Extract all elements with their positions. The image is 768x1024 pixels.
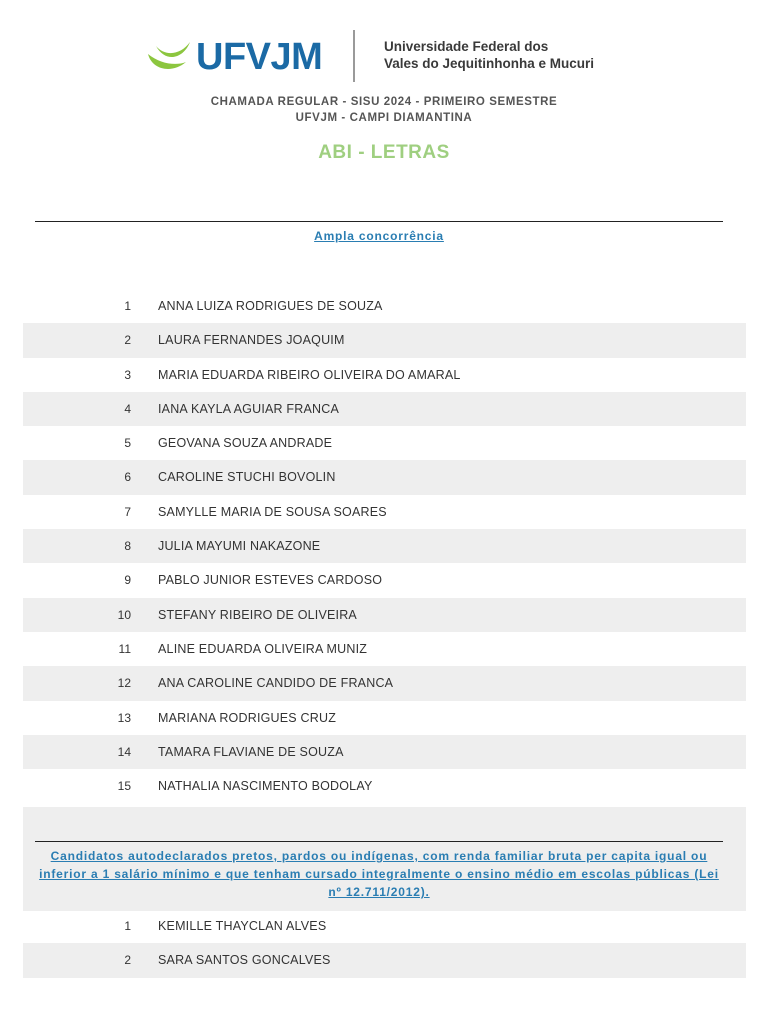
row-number: 2 — [124, 953, 131, 968]
logo-name-line2: Vales do Jequitinhonha e Mucuri — [384, 56, 595, 71]
leaf-logo-icon — [146, 40, 192, 76]
candidate-name: MARIANA RODRIGUES CRUZ — [158, 710, 337, 725]
candidate-name: ANNA LUIZA RODRIGUES DE SOUZA — [158, 299, 383, 313]
candidate-name: PABLO JUNIOR ESTEVES CARDOSO — [158, 573, 383, 588]
candidate-list-ampla — [23, 289, 746, 803]
row-number: 13 — [117, 710, 131, 725]
logo-university-name — [384, 38, 594, 72]
candidate-name: NATHALIA NASCIMENTO BODOLAY — [158, 779, 373, 794]
section-title-line: nº 12.711/2012). — [328, 885, 430, 899]
candidate-name: ALINE EDUARDA OLIVEIRA MUNIZ — [158, 641, 368, 656]
table-row — [23, 289, 746, 323]
table-row — [23, 495, 746, 529]
logo-name-line1: Universidade Federal dos — [384, 39, 549, 54]
row-number: 3 — [124, 367, 131, 382]
candidate-list-cotas — [23, 909, 746, 978]
logo-divider — [353, 30, 355, 82]
table-row — [23, 909, 746, 943]
row-number: 15 — [117, 779, 131, 794]
section-title-line: inferior a 1 salário mínimo e que tenham cursado integralmente o ensino médio em escolas públicas (Lei — [39, 867, 719, 881]
candidate-name: GEOVANA SOUZA ANDRADE — [158, 436, 333, 451]
candidate-name: KEMILLE THAYCLAN ALVES — [158, 919, 327, 933]
logo-acronym: UFVJM — [196, 36, 323, 78]
table-row — [23, 943, 746, 977]
table-row — [23, 598, 746, 632]
table-row — [23, 563, 746, 597]
table-row — [23, 392, 746, 426]
university-logo — [146, 30, 608, 84]
candidate-name: MARIA EDUARDA RIBEIRO OLIVEIRA DO AMARAL — [158, 367, 461, 382]
candidate-name: SAMYLLE MARIA DE SOUSA SOARES — [158, 504, 387, 519]
row-number: 4 — [124, 401, 131, 416]
row-number: 2 — [124, 333, 131, 348]
table-row — [23, 529, 746, 563]
section-divider — [35, 841, 723, 842]
table-row — [23, 426, 746, 460]
table-row — [23, 632, 746, 666]
table-row — [23, 358, 746, 392]
section-title-ampla[interactable]: Ampla concorrência — [314, 229, 444, 243]
candidate-name: JULIA MAYUMI NAKAZONE — [158, 539, 321, 554]
table-row — [23, 769, 746, 803]
section-title-line: Candidatos autodeclarados pretos, pardos ou indígenas, com renda familiar bruta per capita igual ou — [50, 849, 708, 863]
row-number: 12 — [117, 676, 131, 691]
campus-title: UFVJM - CAMPI DIAMANTINA — [295, 112, 473, 124]
row-number: 14 — [117, 744, 131, 759]
row-number: 1 — [124, 299, 131, 313]
candidate-name: STEFANY RIBEIRO DE OLIVEIRA — [158, 607, 357, 622]
row-number: 6 — [124, 470, 131, 485]
row-number: 11 — [118, 641, 131, 656]
candidate-name: IANA KAYLA AGUIAR FRANCA — [158, 401, 340, 416]
row-number: 1 — [124, 919, 131, 933]
row-number: 5 — [124, 436, 131, 451]
candidate-name: CAROLINE STUCHI BOVOLIN — [158, 470, 336, 485]
candidate-name: ANA CAROLINE CANDIDO DE FRANCA — [158, 676, 394, 691]
row-number: 9 — [124, 573, 131, 588]
call-title: CHAMADA REGULAR - SISU 2024 - PRIMEIRO SEMESTRE — [210, 96, 558, 108]
section-title-cotas[interactable] — [35, 847, 723, 901]
row-number: 7 — [124, 504, 131, 519]
course-title: ABI - LETRAS — [318, 142, 450, 163]
table-row — [23, 666, 746, 700]
row-number: 8 — [124, 539, 131, 554]
candidate-name: SARA SANTOS GONCALVES — [158, 953, 331, 968]
row-number: 10 — [117, 607, 131, 622]
candidate-name: TAMARA FLAVIANE DE SOUZA — [158, 744, 344, 759]
table-row — [23, 460, 746, 494]
table-row — [23, 735, 746, 769]
table-row — [23, 701, 746, 735]
candidate-name: LAURA FERNANDES JOAQUIM — [158, 333, 345, 348]
table-row — [23, 323, 746, 357]
section-divider — [35, 221, 723, 222]
